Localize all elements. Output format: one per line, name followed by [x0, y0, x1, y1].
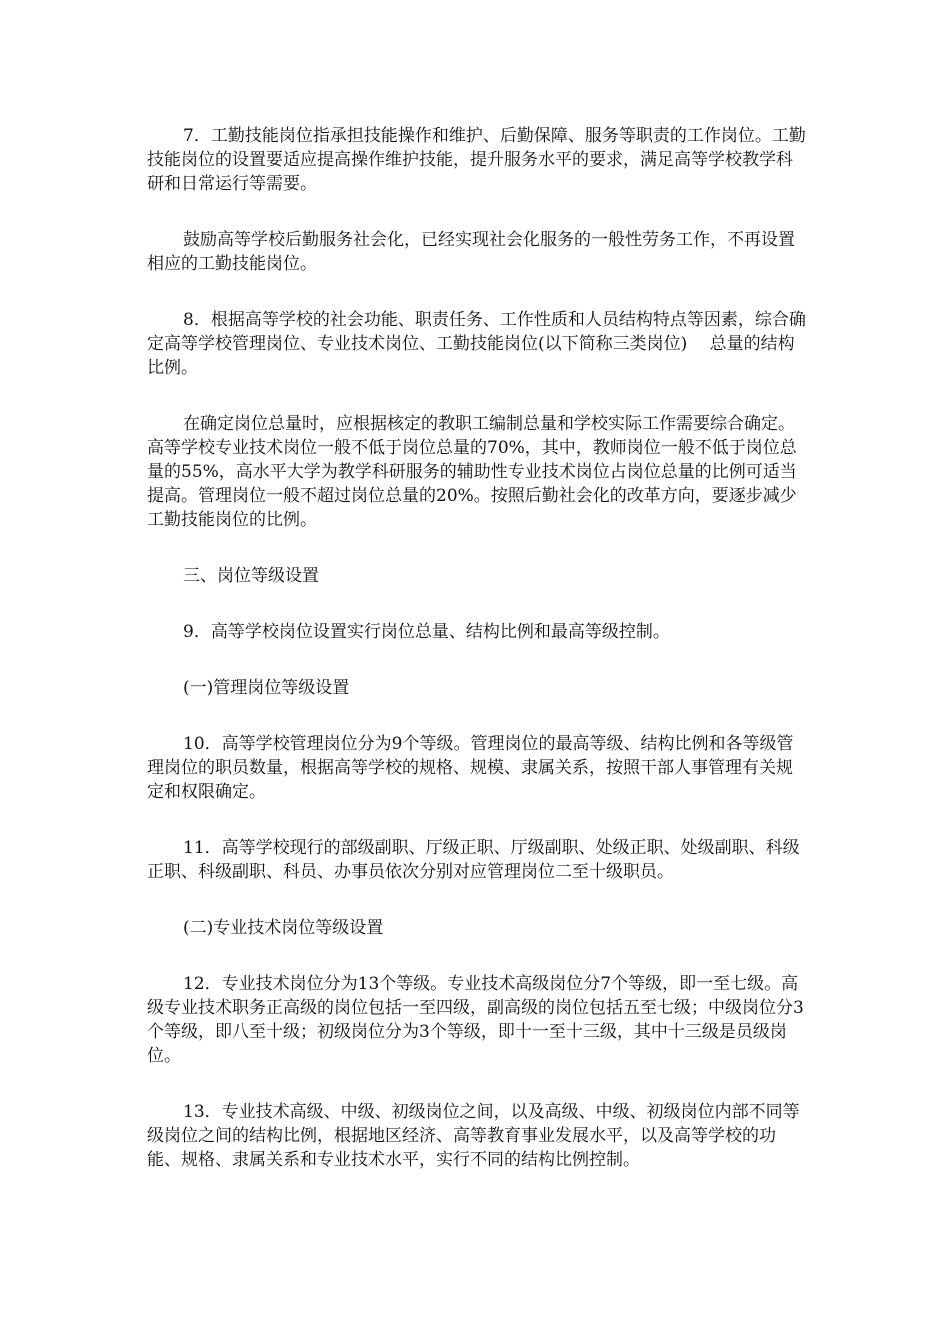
paragraph-outsourcing: 鼓励高等学校后勤服务社会化，已经实现社会化服务的一般性劳务工作，不再设置相应的工勤技能岗位。 — [147, 230, 795, 274]
paragraph-total-positions: 在确定岗位总量时，应根据核定的教职工编制总量和学校实际工作需要综合确定。高等学校专业技术岗位一般不低于岗位总量的70%，其中，教师岗位一般不低于岗位总量的55%，高水平大学为教学科研服务的辅助性专业技术岗位占岗位总量的比例可适当提高。管理岗位一般不超过岗位总量的20%。按照后勤社会化的改革方向，要逐步减少工勤技能岗位的比例。 — [147, 414, 797, 530]
paragraph-11: 11．高等学校现行的部级副职、厅级正职、厅级副职、处级正职、处级副职、科级正职、科级副职、科员、办事员依次分别对应管理岗位二至十级职员。 — [147, 838, 800, 882]
paragraph-8: 8．根据高等学校的社会功能、职责任务、工作性质和人员结构特点等因素，综合确定高等学校管理岗位、专业技术岗位、工勤技能岗位(以下简称三类岗位) 总量的结构比例。 — [147, 310, 806, 378]
subsection-heading-1: (一)管理岗位等级设置 — [183, 678, 350, 698]
document-body — [147, 124, 807, 1204]
paragraph-7: 7．工勤技能岗位指承担技能操作和维护、后勤保障、服务等职责的工作岗位。工勤技能岗位的设置要适应提高操作维护技能，提升服务水平的要求，满足高等学校教学科研和日常运行等需要。 — [147, 126, 806, 194]
section-heading-3: 三、岗位等级设置 — [183, 566, 319, 586]
paragraph-13: 13．专业技术高级、中级、初级岗位之间，以及高级、中级、初级岗位内部不同等级岗位之间的结构比例，根据地区经济、高等教育事业发展水平，以及高等学校的功能、规格、隶属关系和专业技术水平，实行不同的结构比例控制。 — [147, 1102, 800, 1170]
paragraph-10: 10．高等学校管理岗位分为9个等级。管理岗位的最高等级、结构比例和各等级管理岗位的职员数量，根据高等学校的规格、规模、隶属关系，按照干部人事管理有关规定和权限确定。 — [147, 734, 794, 802]
paragraph-9: 9．高等学校岗位设置实行岗位总量、结构比例和最高等级控制。 — [183, 622, 670, 642]
paragraph-12: 12．专业技术岗位分为13个等级。专业技术高级岗位分7个等级，即一至七级。高级专业技术职务正高级的岗位包括一至四级，副高级的岗位包括五至七级；中级岗位分3个等级，即八至十级；初级岗位分为3个等级，即十一至十三级，其中十三级是员级岗位。 — [147, 974, 804, 1066]
subsection-heading-2: (二)专业技术岗位等级设置 — [183, 918, 384, 938]
